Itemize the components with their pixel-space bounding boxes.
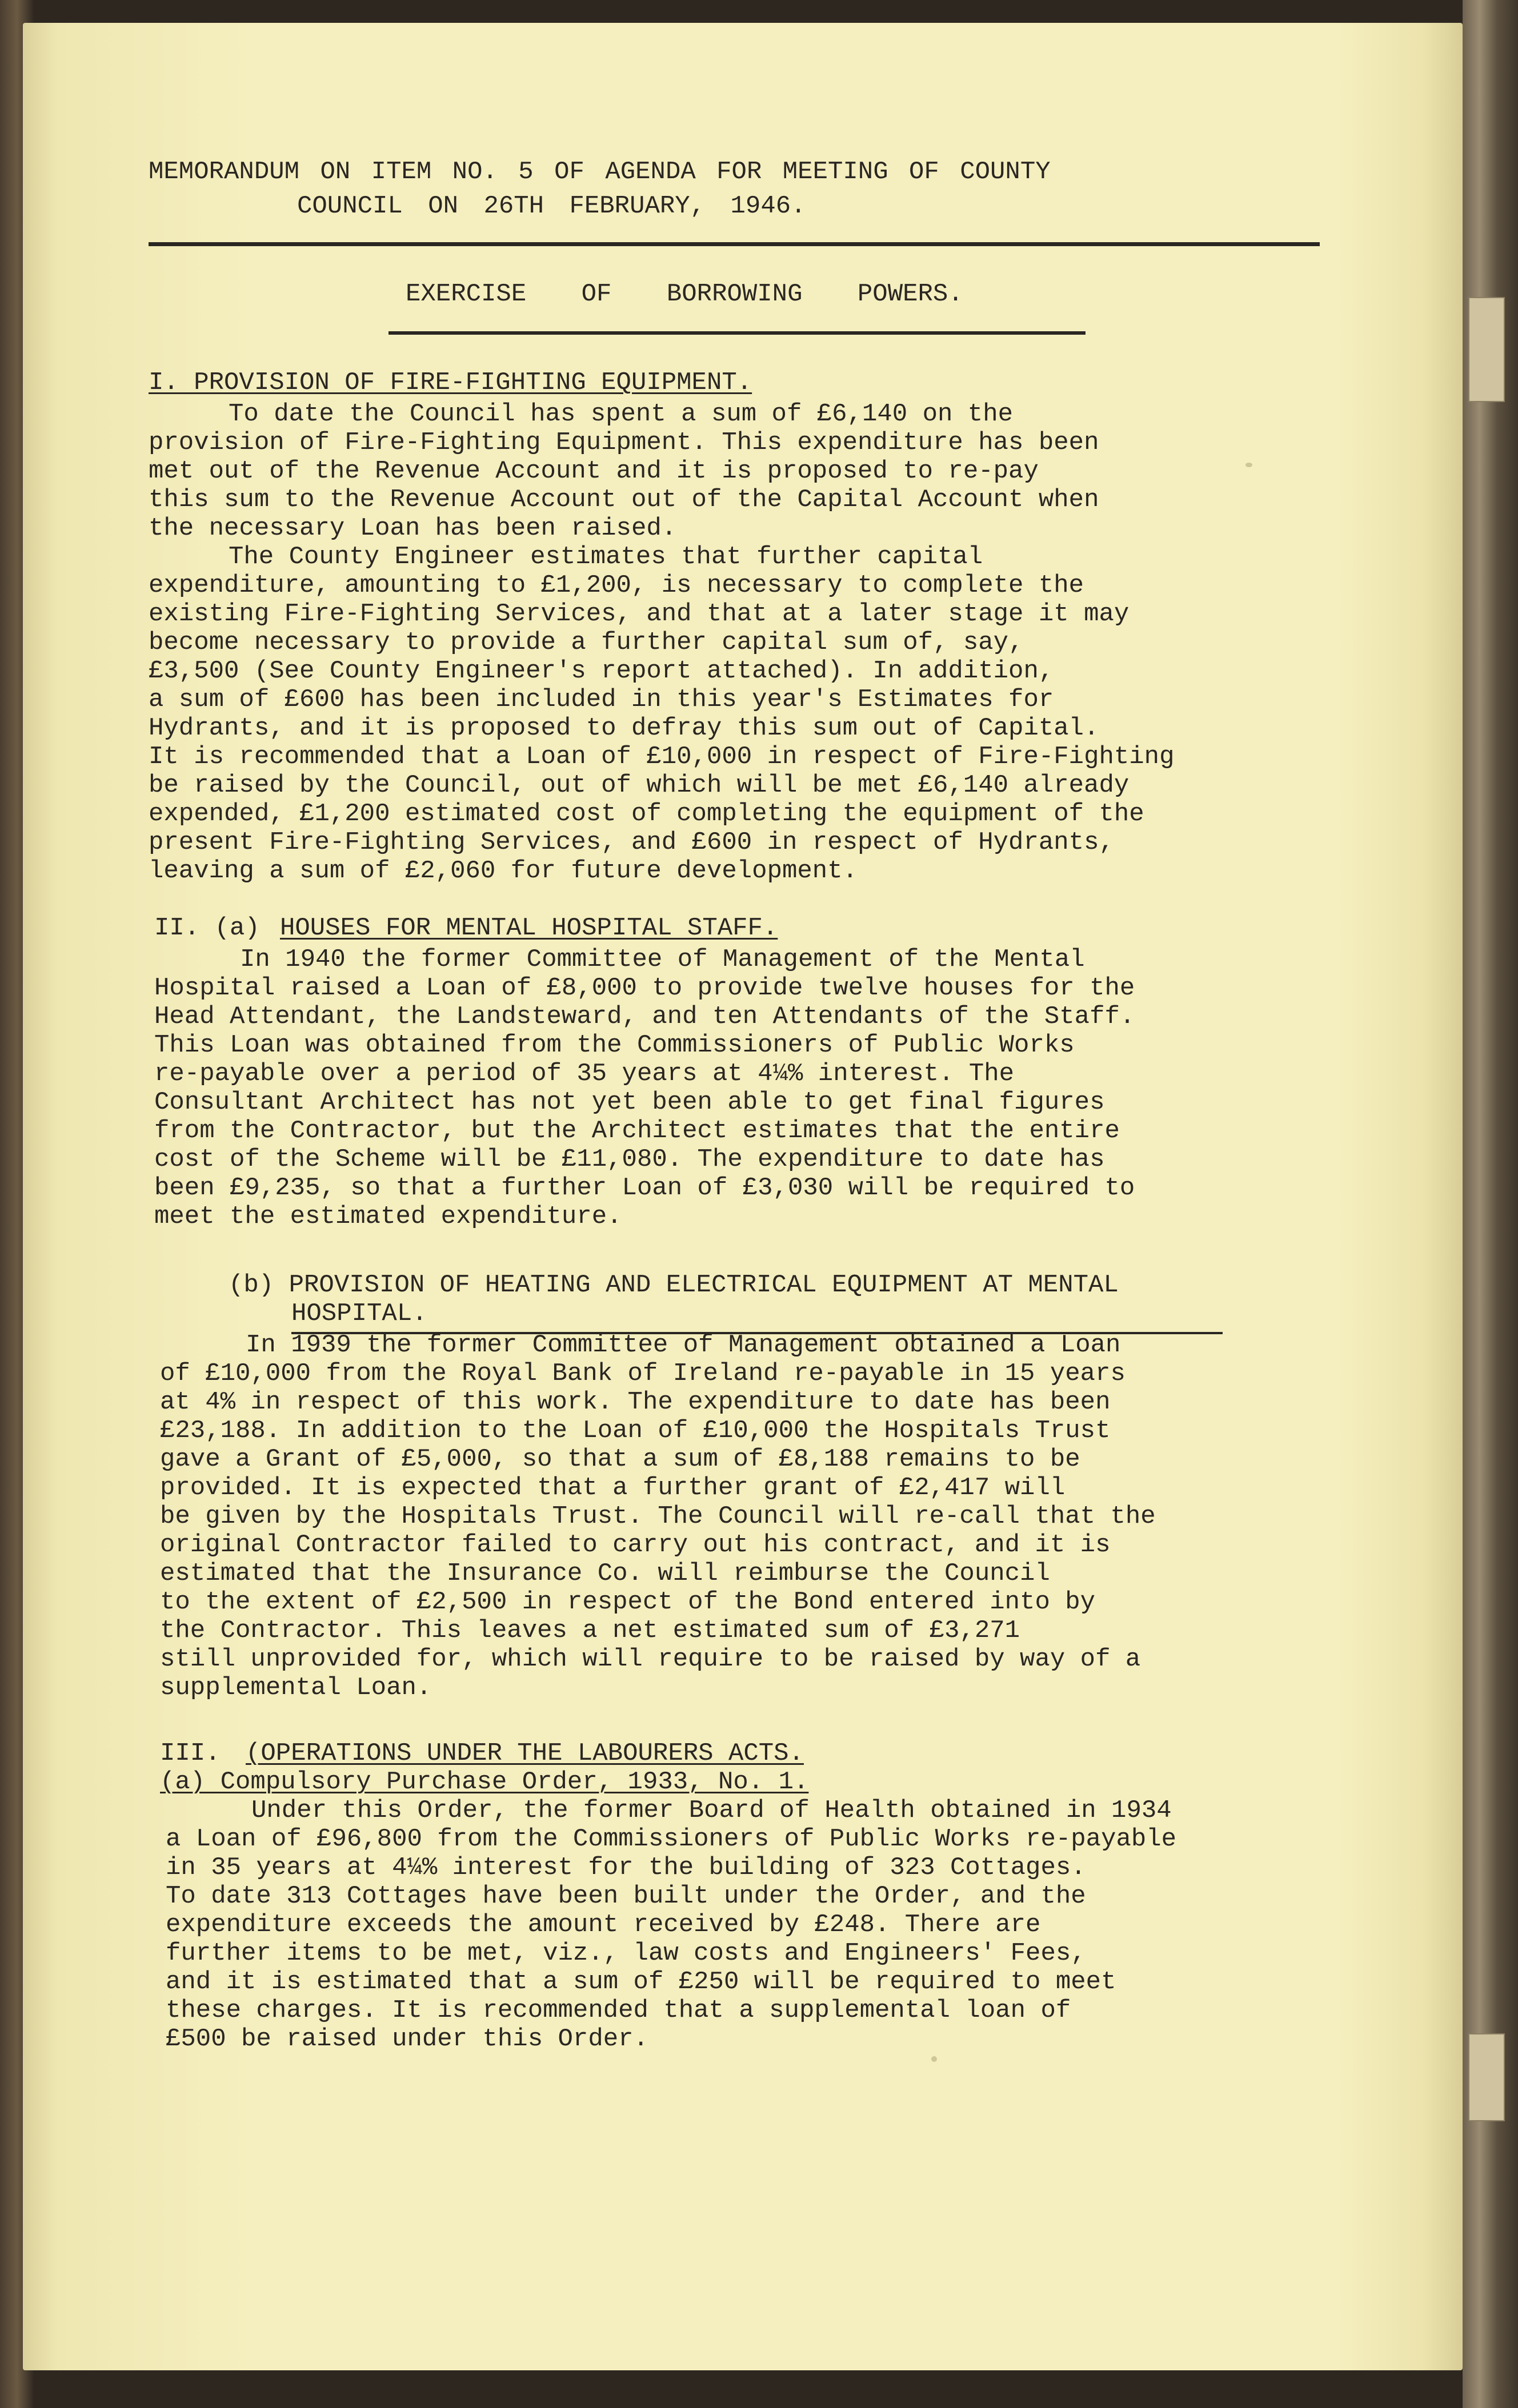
- section1-line: Hydrants, and it is proposed to defray this sum out of Capital.: [149, 714, 1099, 743]
- section2a-line: from the Contractor, but the Architect estimates that the entire: [154, 1117, 1120, 1145]
- section2b-line: at 4% in respect of this work. The expenditure to date has been: [160, 1388, 1111, 1416]
- section3-line: in 35 years at 4¼% interest for the building of 323 Cottages.: [166, 1853, 1086, 1882]
- section1-line: a sum of £600 has been included in this year's Estimates for: [149, 685, 1054, 714]
- paper-spot: [931, 2056, 937, 2062]
- section1-line: existing Fire-Fighting Services, and that at a later stage it may: [149, 600, 1130, 628]
- section2b-line: gave a Grant of £5,000, so that a sum of £8,188 remains to be: [160, 1445, 1080, 1474]
- section1-line: be raised by the Council, out of which will be met £6,140 already: [149, 771, 1130, 800]
- section2b-line: the Contractor. This leaves a net estimated sum of £3,271: [160, 1616, 1020, 1645]
- section1-line: The County Engineer estimates that further capital: [229, 543, 983, 571]
- binder-tab: [1468, 297, 1505, 402]
- section3-line: and it is estimated that a sum of £250 will be required to meet: [166, 1968, 1116, 1996]
- section2b-line: to the extent of £2,500 in respect of the Bond entered into by: [160, 1588, 1096, 1616]
- section3-line: Under this Order, the former Board of Health obtained in 1934: [251, 1796, 1172, 1825]
- memo-header-line1: MEMORANDUM ON ITEM NO. 5 OF AGENDA FOR MEETING OF COUNTY: [149, 158, 1051, 186]
- section2b-line: original Contractor failed to carry out his contract, and it is: [160, 1531, 1111, 1559]
- section1-line: It is recommended that a Loan of £10,000 in respect of Fire-Fighting: [149, 743, 1175, 771]
- title-rule: [388, 331, 1086, 335]
- section2b-line: be given by the Hospitals Trust. The Council will re-call that the: [160, 1502, 1156, 1531]
- document-page: [23, 23, 1463, 2370]
- section1-line: the necessary Loan has been raised.: [149, 514, 677, 543]
- section3-heading: (OPERATIONS UNDER THE LABOURERS ACTS.: [246, 1739, 804, 1768]
- document-title: EXERCISE OF BORROWING POWERS.: [406, 280, 963, 308]
- section2b-heading-line1: (b) PROVISION OF HEATING AND ELECTRICAL EQUIPMENT AT MENTAL: [229, 1271, 1119, 1299]
- section2a-line: re-payable over a period of 35 years at 4¼% interest. The: [154, 1059, 1015, 1088]
- section2b-line: In 1939 the former Committee of Management obtained a Loan: [246, 1331, 1121, 1359]
- section2a-line: meet the estimated expenditure.: [154, 1202, 622, 1231]
- section2b-line: estimated that the Insurance Co. will reimburse the Council: [160, 1559, 1050, 1588]
- section2a-line: In 1940 the former Committee of Management of the Mental: [240, 945, 1085, 974]
- section2b-line: still unprovided for, which will require to be raised by way of a: [160, 1645, 1141, 1673]
- binder-edge: [1463, 0, 1518, 2408]
- section3-heading-prefix: III.: [160, 1739, 236, 1768]
- section1-line: leaving a sum of £2,060 for future development.: [149, 857, 858, 885]
- section3-line: To date 313 Cottages have been built under the Order, and the: [166, 1882, 1086, 1911]
- section1-heading: I. PROVISION OF FIRE-FIGHTING EQUIPMENT.: [149, 368, 752, 397]
- section1-line: expended, £1,200 estimated cost of completing the equipment of the: [149, 800, 1144, 828]
- section2b-line: £23,188. In addition to the Loan of £10,000 the Hospitals Trust: [160, 1416, 1111, 1445]
- section1-line: To date the Council has spent a sum of £6,140 on the: [229, 400, 1014, 428]
- section2b-heading-line2: HOSPITAL.: [291, 1299, 427, 1328]
- section1-line: expenditure, amounting to £1,200, is necessary to complete the: [149, 571, 1084, 600]
- section3-line: expenditure exceeds the amount received by £248. There are: [166, 1911, 1041, 1939]
- section3-line: these charges. It is recommended that a supplemental loan of: [166, 1996, 1071, 2025]
- section1-line: become necessary to provide a further capital sum of, say,: [149, 628, 1024, 657]
- section3-line: further items to be met, viz., law costs and Engineers' Fees,: [166, 1939, 1086, 1968]
- section3-line: £500 be raised under this Order.: [166, 2025, 648, 2053]
- paper-spot: [1245, 463, 1252, 467]
- section2a-line: Hospital raised a Loan of £8,000 to provide twelve houses for the: [154, 974, 1135, 1002]
- binder-tab: [1468, 2033, 1505, 2121]
- section2b-line: of £10,000 from the Royal Bank of Ireland re-payable in 15 years: [160, 1359, 1126, 1388]
- section2a-heading-prefix: II. (a): [154, 914, 275, 942]
- section2a-line: cost of the Scheme will be £11,080. The expenditure to date has: [154, 1145, 1105, 1174]
- memo-header-line2: COUNCIL ON 26TH FEBRUARY, 1946.: [297, 192, 806, 220]
- section1-line: met out of the Revenue Account and it is proposed to re-pay: [149, 457, 1039, 485]
- section1-line: this sum to the Revenue Account out of the Capital Account when: [149, 485, 1099, 514]
- section1-line: present Fire-Fighting Services, and £600 in respect of Hydrants,: [149, 828, 1114, 857]
- section2a-line: been £9,235, so that a further Loan of £3,030 will be required to: [154, 1174, 1135, 1202]
- section2a-line: Consultant Architect has not yet been able to get final figures: [154, 1088, 1105, 1117]
- section2a-heading: HOUSES FOR MENTAL HOSPITAL STAFF.: [280, 914, 778, 942]
- section1-line: £3,500 (See County Engineer's report attached). In addition,: [149, 657, 1054, 685]
- section3-line: a Loan of £96,800 from the Commissioners of Public Works re-payable: [166, 1825, 1177, 1853]
- section2b-line: supplemental Loan.: [160, 1673, 432, 1702]
- section2a-line: Head Attendant, the Landsteward, and ten Attendants of the Staff.: [154, 1002, 1135, 1031]
- section2b-line: provided. It is expected that a further grant of £2,417 will: [160, 1474, 1066, 1502]
- header-rule: [149, 242, 1320, 246]
- section1-line: provision of Fire-Fighting Equipment. This expenditure has been: [149, 428, 1099, 457]
- section2a-line: This Loan was obtained from the Commissioners of Public Works: [154, 1031, 1075, 1059]
- section3-subheading: (a) Compulsory Purchase Order, 1933, No. 1.: [160, 1768, 809, 1796]
